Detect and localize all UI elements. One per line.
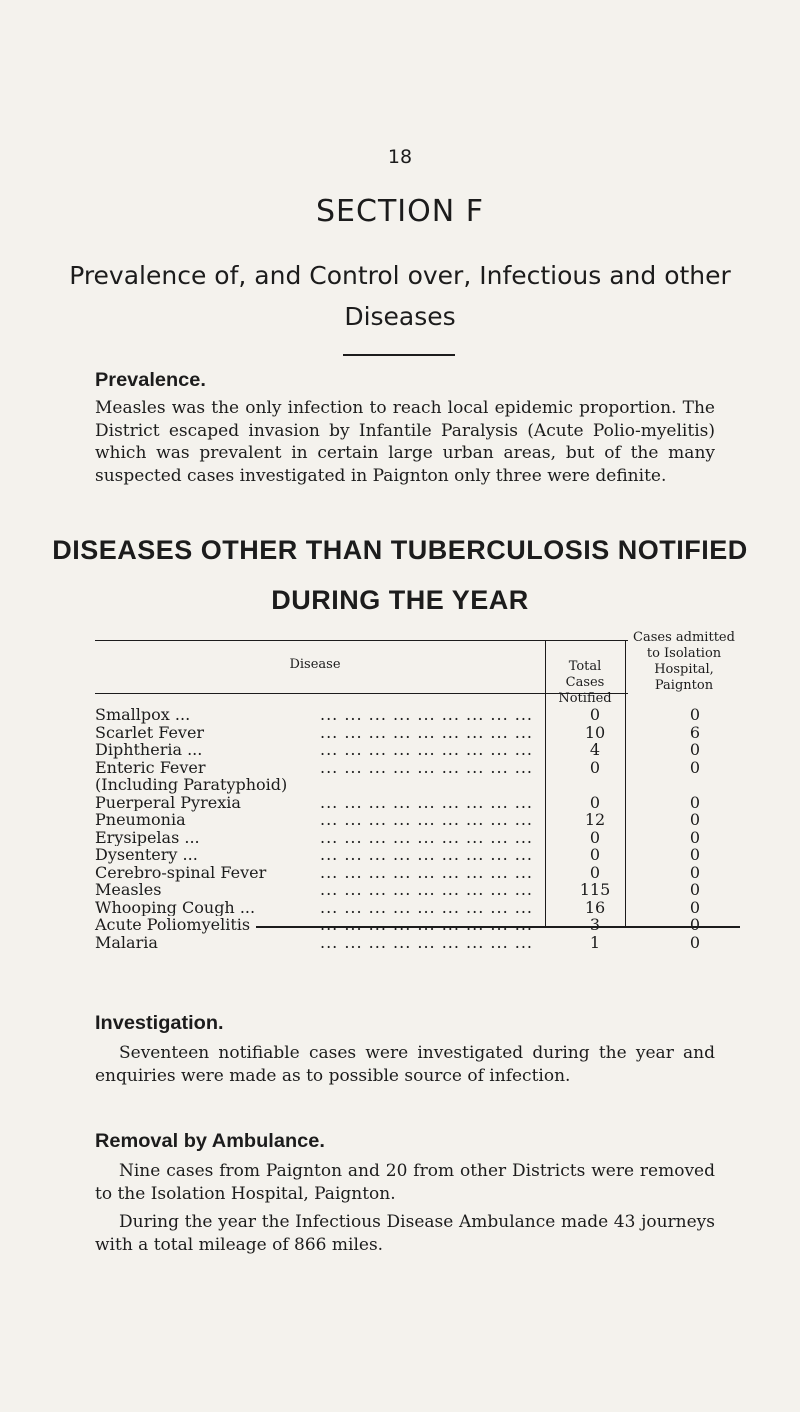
leader-dots: ... ... ... ... ... ... ... ... ... <box>319 706 533 724</box>
header-disease: Disease <box>289 657 341 672</box>
table-heading-line1: DISEASES OTHER THAN TUBERCULOSIS NOTIFIED <box>52 535 748 565</box>
prevalence-heading: Prevalence. <box>95 370 206 391</box>
total-cases-cell: 16 <box>584 897 606 917</box>
leader-dots: ... ... ... ... ... ... ... ... ... <box>319 758 533 777</box>
page-title: Prevalence of, and Control over, Infectious and other Diseases <box>69 261 731 331</box>
admitted-cases-cell: 0 <box>689 845 701 864</box>
disease-name: Enteric Fever <box>95 759 212 777</box>
leader-dots: ... ... ... ... ... ... ... ... ... <box>319 811 533 829</box>
total-cases-cell: 115 <box>579 880 611 899</box>
disease-name: Erysipelas ... <box>95 829 206 847</box>
total-cases-cell: 10 <box>584 722 606 742</box>
investigation-paragraph: Seventeen notifiable cases were investigated during the year and enquiries were made as to possible source of infection. <box>95 1043 715 1086</box>
disease-name: Cerebro-spinal Fever <box>95 864 272 882</box>
header-cases-admitted: Cases admitted to Isolation Hospital, Paignton <box>628 630 740 694</box>
total-cases-cell: 0 <box>589 827 601 847</box>
admitted-cases-cell: 0 <box>689 932 701 952</box>
disease-name: Dysentery ... <box>95 846 204 864</box>
table-row <box>95 829 740 847</box>
disease-subtitle: (Including Paratyphoid) <box>95 775 288 794</box>
total-cases-cell: 1 <box>589 932 601 952</box>
admitted-cases-cell: 0 <box>689 810 701 829</box>
leader-dots: ... ... ... ... ... ... ... ... ... <box>319 881 533 899</box>
table-row <box>95 741 740 759</box>
table-row <box>95 916 740 934</box>
table-row <box>95 794 740 812</box>
table-row <box>95 864 740 882</box>
removal-paragraph-2: During the year the Infectious Disease Ambulance made 43 journeys with a total mileage of 866 miles. <box>95 1212 715 1255</box>
disease-name: Pneumonia <box>95 811 192 829</box>
total-cases-cell: 0 <box>589 792 601 812</box>
disease-name: Whooping Cough ... <box>95 899 261 917</box>
leader-dots: ... ... ... ... ... ... ... ... ... <box>319 846 533 864</box>
disease-name: Diphtheria ... <box>95 741 208 759</box>
table-row <box>95 811 740 829</box>
page-number: 18 <box>387 146 413 168</box>
total-cases-cell: 0 <box>589 757 601 777</box>
admitted-cases-cell: 0 <box>689 915 701 934</box>
disease-name: Measles <box>95 881 167 899</box>
leader-dots: ... ... ... ... ... ... ... ... ... <box>319 793 533 812</box>
table-row <box>95 724 740 742</box>
admitted-cases-cell: 0 <box>689 757 701 777</box>
admitted-cases-cell: 0 <box>689 897 701 917</box>
disease-name: Malaria <box>95 934 164 952</box>
leader-dots: ... ... ... ... ... ... ... ... ... <box>319 898 533 917</box>
disease-name: Smallpox ... <box>95 706 196 724</box>
total-cases-cell: 4 <box>589 740 601 759</box>
leader-dots: ... ... ... ... ... ... ... ... ... <box>319 863 533 882</box>
admitted-cases-cell: 6 <box>689 722 701 742</box>
admitted-cases-cell: 0 <box>689 880 701 899</box>
table-row <box>95 934 740 952</box>
admitted-cases-cell: 0 <box>689 705 701 724</box>
admitted-cases-cell: 0 <box>689 862 701 882</box>
disease-name: Acute Poliomyelitis <box>95 916 256 934</box>
leader-dots: ... ... ... ... ... ... ... ... ... <box>319 741 533 759</box>
header-total-cases: Total Cases Notified <box>558 659 612 706</box>
investigation-heading: Investigation. <box>95 1013 224 1034</box>
total-cases-cell: 12 <box>584 810 606 829</box>
table-row <box>95 706 740 724</box>
leader-dots: ... ... ... ... ... ... ... ... ... <box>319 933 533 952</box>
total-cases-cell: 0 <box>589 705 601 724</box>
title-divider <box>343 354 455 356</box>
leader-dots: ... ... ... ... ... ... ... ... ... <box>319 723 533 742</box>
disease-name: Scarlet Fever <box>95 724 210 742</box>
leader-dots: ... ... ... ... ... ... ... ... ... <box>319 828 533 847</box>
prevalence-paragraph: Measles was the only infection to reach local epidemic proportion. The District escaped invasion by Infantile Paralysis (Acute Polio-myelitis) which was prevalent in certain large urban areas, but of the many suspected cases investigated in Paignton only three were definite. <box>95 398 715 486</box>
section-title: SECTION F <box>316 194 484 229</box>
admitted-cases-cell: 0 <box>689 792 701 812</box>
table-row <box>95 899 740 917</box>
leader-dots: ... ... ... ... ... ... ... ... ... <box>319 916 533 934</box>
total-cases-cell: 3 <box>589 915 601 934</box>
table-row <box>95 881 740 899</box>
table-row <box>95 846 740 864</box>
removal-heading: Removal by Ambulance. <box>95 1131 325 1152</box>
removal-paragraph-1: Nine cases from Paignton and 20 from other Districts were removed to the Isolation Hospital, Paignton. <box>95 1161 715 1204</box>
table-row <box>95 757 740 794</box>
admitted-cases-cell: 0 <box>689 827 701 847</box>
table-heading-line2: DURING THE YEAR <box>271 585 529 615</box>
admitted-cases-cell: 0 <box>689 740 701 759</box>
disease-name: Puerperal Pyrexia <box>95 794 247 812</box>
total-cases-cell: 0 <box>589 845 601 864</box>
total-cases-cell: 0 <box>589 862 601 882</box>
